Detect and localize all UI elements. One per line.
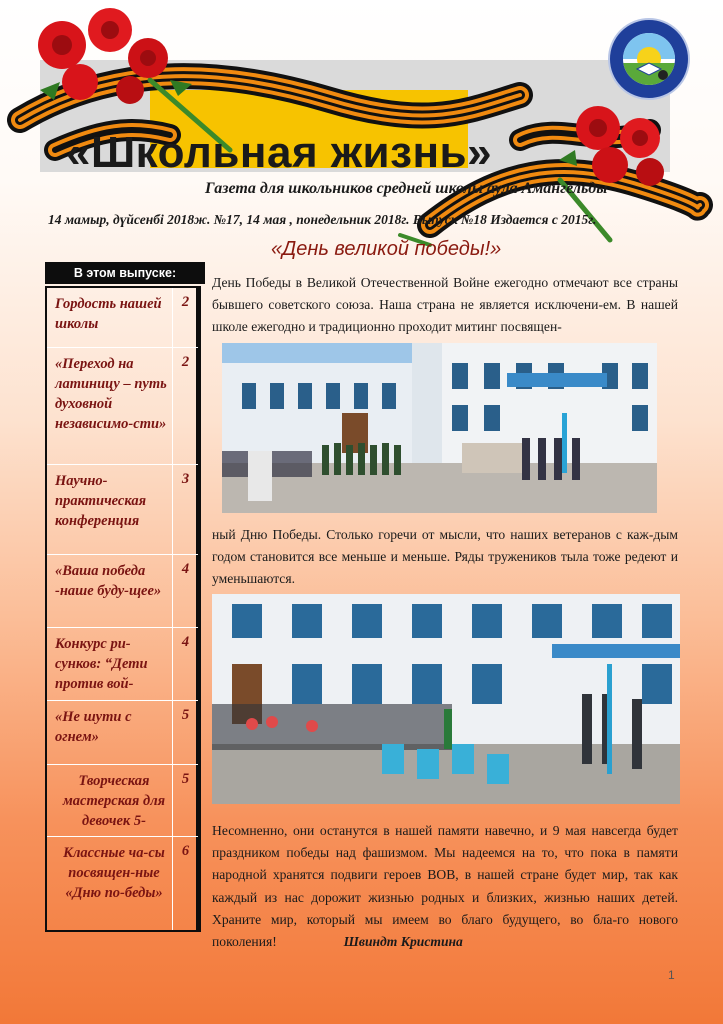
- toc-item-page: 4: [172, 628, 198, 700]
- toc-item[interactable]: [47, 701, 198, 765]
- school-logo: [608, 18, 690, 100]
- article-paragraph-text: Несомненно, они останутся в нашей памяти навечно, и 9 мая навсегда будет праздником победы над фашизмом. Мы надеемся на то, что пока в памяти народной хранятся подвиги героев ВОВ, в нашей стране будет мир, так как каждый из нас дорожит жизнью родных и близких, жизнью наших детей. Храните мир, который мы имеем во благо будущего, во бла-го нового поколения!: [212, 823, 678, 950]
- toc-item-title: «Переход на латиницу – путь духовной независимо-сти»: [55, 356, 167, 432]
- issue-dateline: 14 мамыр, дүйсенбі 2018ж. №17, 14 мая , понедельник 2018г. Выпуск №18 Издается с 2015г.: [48, 212, 597, 227]
- toc-item-title: Конкурс ри-сунков: “Дети против вой-: [55, 636, 148, 692]
- toc-item[interactable]: [47, 348, 198, 465]
- newspaper-subtitle: Газета для школьников средней школы аула Амангельды: [205, 180, 608, 197]
- toc-item-title: Научно-практическая конференция: [55, 473, 147, 529]
- toc-item-page: 6: [172, 837, 198, 930]
- toc-item[interactable]: [47, 288, 198, 348]
- article-author: Швиндт Кристина: [343, 934, 463, 950]
- toc-item[interactable]: [47, 837, 198, 930]
- school-ceremony-photo-2: [212, 594, 680, 804]
- toc-item-page: 5: [172, 701, 198, 764]
- school-ceremony-photo-1: [222, 343, 657, 513]
- toc-item-title: «Не шути с огнем»: [55, 709, 132, 745]
- toc-item-page: 3: [172, 465, 198, 554]
- article-paragraph: [212, 820, 678, 953]
- page-number: 1: [668, 968, 675, 982]
- toc-item-page: 4: [172, 555, 198, 627]
- toc-heading: В этом выпуске:: [45, 262, 205, 284]
- toc-item-title: Творческая мастерская для девочек 5-: [62, 773, 166, 829]
- toc-item-page: 5: [172, 765, 198, 836]
- toc-item-title: «Ваша победа -наше буду-щее»: [55, 563, 162, 599]
- toc-item-title: Классные ча-сы посвящен-ные «Дню по-беды»: [63, 845, 165, 901]
- logo-emblem-icon: [623, 33, 675, 85]
- toc-item[interactable]: [47, 555, 198, 628]
- table-of-contents: [45, 286, 201, 932]
- toc-item[interactable]: [47, 765, 198, 837]
- toc-item-page: 2: [172, 288, 198, 347]
- article-title: «День великой победы!»: [271, 238, 502, 260]
- article-paragraph: День Победы в Великой Отечественной Войне ежегодно отмечают все страны бывшего советского союза. Наша страна не является исключени-ем. В нашей школе ежегодно и традиционно проходит митинг посвящен-: [212, 275, 678, 335]
- toc-item-title: Гордость нашей школы: [55, 296, 162, 332]
- toc-item[interactable]: [47, 465, 198, 555]
- toc-item[interactable]: [47, 628, 198, 701]
- article-paragraph: ный Дню Победы. Столько горечи от мысли, что наших ветеранов с каж-дым годом становится все меньше и меньше. Ряды тружеников тыла тоже редеют и уменьшаются.: [212, 527, 678, 587]
- toc-item-page: 2: [172, 348, 198, 464]
- newspaper-title: «Школьная жизнь»: [66, 128, 493, 177]
